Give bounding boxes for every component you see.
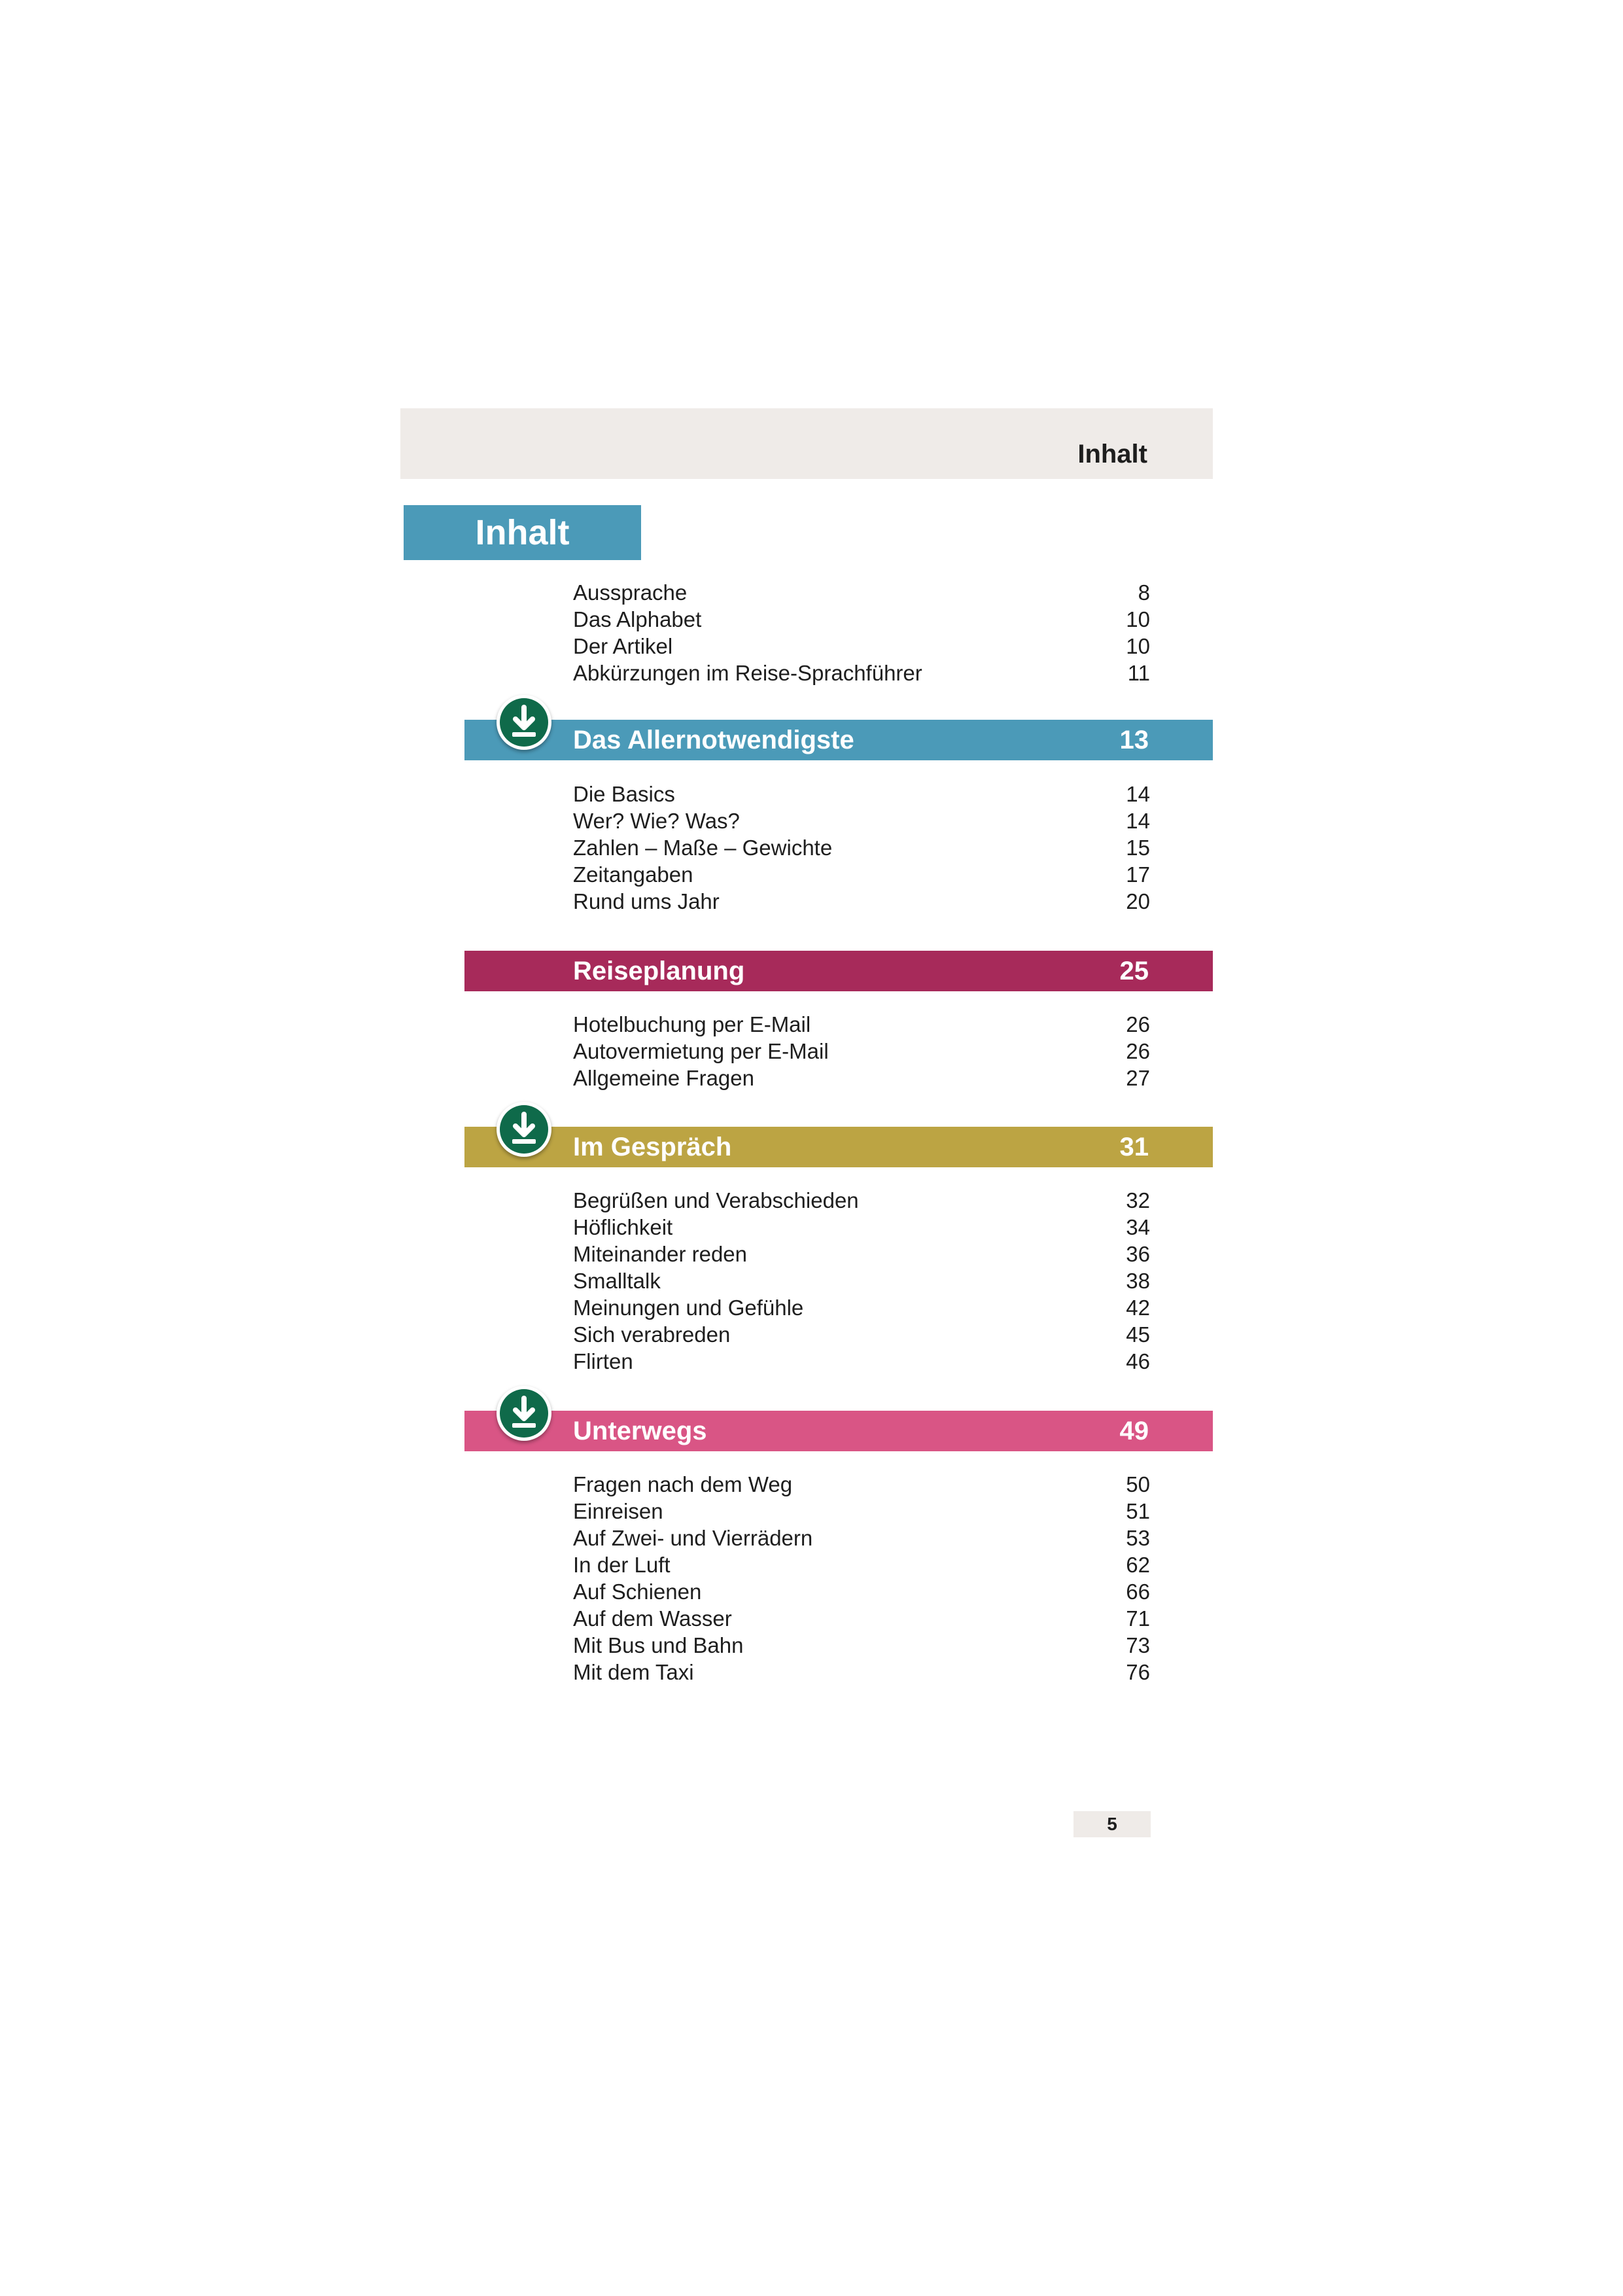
section-page: 25 [1119, 957, 1149, 985]
running-header-title: Inhalt [1077, 440, 1147, 468]
section-title: Das Allernotwendigste [573, 726, 854, 754]
toc-entry[interactable]: Zeitangaben 17 [573, 862, 1150, 887]
toc-entry[interactable]: Höflichkeit 34 [573, 1215, 1150, 1239]
toc-entry[interactable]: Wer? Wie? Was? 14 [573, 809, 1150, 833]
toc-entry[interactable]: Flirten 46 [573, 1349, 1150, 1373]
toc-entry[interactable]: Einreisen 51 [573, 1499, 1150, 1523]
toc-entry[interactable]: Die Basics 14 [573, 782, 1150, 806]
section-entry-list [573, 1011, 1150, 1091]
download-icon[interactable] [497, 1386, 551, 1441]
toc-entry[interactable]: Auf Zwei- und Vierrädern 53 [573, 1526, 1150, 1550]
toc-entry[interactable]: Aussprache 8 [573, 580, 1150, 605]
toc-entry[interactable]: Zahlen – Maße – Gewichte 15 [573, 836, 1150, 860]
toc-entry[interactable]: Allgemeine Fragen 27 [573, 1066, 1150, 1090]
toc-entry[interactable]: Der Artikel 10 [573, 634, 1150, 658]
toc-entry[interactable]: Rund ums Jahr 20 [573, 889, 1150, 913]
section-title: Reiseplanung [573, 957, 745, 985]
section-header-unterwegs[interactable] [464, 1411, 1213, 1451]
section-page: 13 [1119, 726, 1149, 754]
toc-entry[interactable]: Abkürzungen im Reise-Sprachführer 11 [573, 661, 1150, 685]
toc-entry[interactable]: Auf Schienen 66 [573, 1580, 1150, 1604]
section-header-allernotwendigste[interactable] [464, 720, 1213, 760]
section-page: 31 [1119, 1133, 1149, 1161]
page-number: 5 [1073, 1811, 1151, 1837]
toc-entry[interactable]: Sich verabreden 45 [573, 1322, 1150, 1347]
section-entry-list [573, 781, 1150, 915]
intro-entry-list [573, 579, 1150, 686]
toc-entry[interactable]: Miteinander reden 36 [573, 1242, 1150, 1266]
toc-entry[interactable]: Fragen nach dem Weg 50 [573, 1472, 1150, 1496]
toc-entry[interactable]: Autovermietung per E-Mail 26 [573, 1039, 1150, 1063]
toc-entry[interactable]: Mit Bus und Bahn 73 [573, 1633, 1150, 1657]
section-entry-list [573, 1471, 1150, 1686]
running-header [400, 408, 1213, 479]
toc-entry[interactable]: Auf dem Wasser 71 [573, 1606, 1150, 1631]
section-page: 49 [1119, 1417, 1149, 1445]
toc-entry[interactable]: Hotelbuchung per E-Mail 26 [573, 1012, 1150, 1036]
toc-entry[interactable]: Smalltalk 38 [573, 1269, 1150, 1293]
download-icon[interactable] [497, 1102, 551, 1157]
toc-entry[interactable]: Das Alphabet 10 [573, 607, 1150, 631]
section-header-reiseplanung[interactable] [464, 951, 1213, 991]
toc-entry[interactable]: Begrüßen und Verabschieden 32 [573, 1188, 1150, 1212]
section-header-im-gespraech[interactable] [464, 1127, 1213, 1167]
page-title: Inhalt [404, 505, 641, 560]
toc-entry[interactable]: In der Luft 62 [573, 1553, 1150, 1577]
download-icon[interactable] [497, 695, 551, 750]
section-title: Unterwegs [573, 1417, 707, 1445]
section-entry-list [573, 1187, 1150, 1375]
toc-entry[interactable]: Meinungen und Gefühle 42 [573, 1296, 1150, 1320]
toc-entry[interactable]: Mit dem Taxi 76 [573, 1660, 1150, 1684]
section-title: Im Gespräch [573, 1133, 732, 1161]
